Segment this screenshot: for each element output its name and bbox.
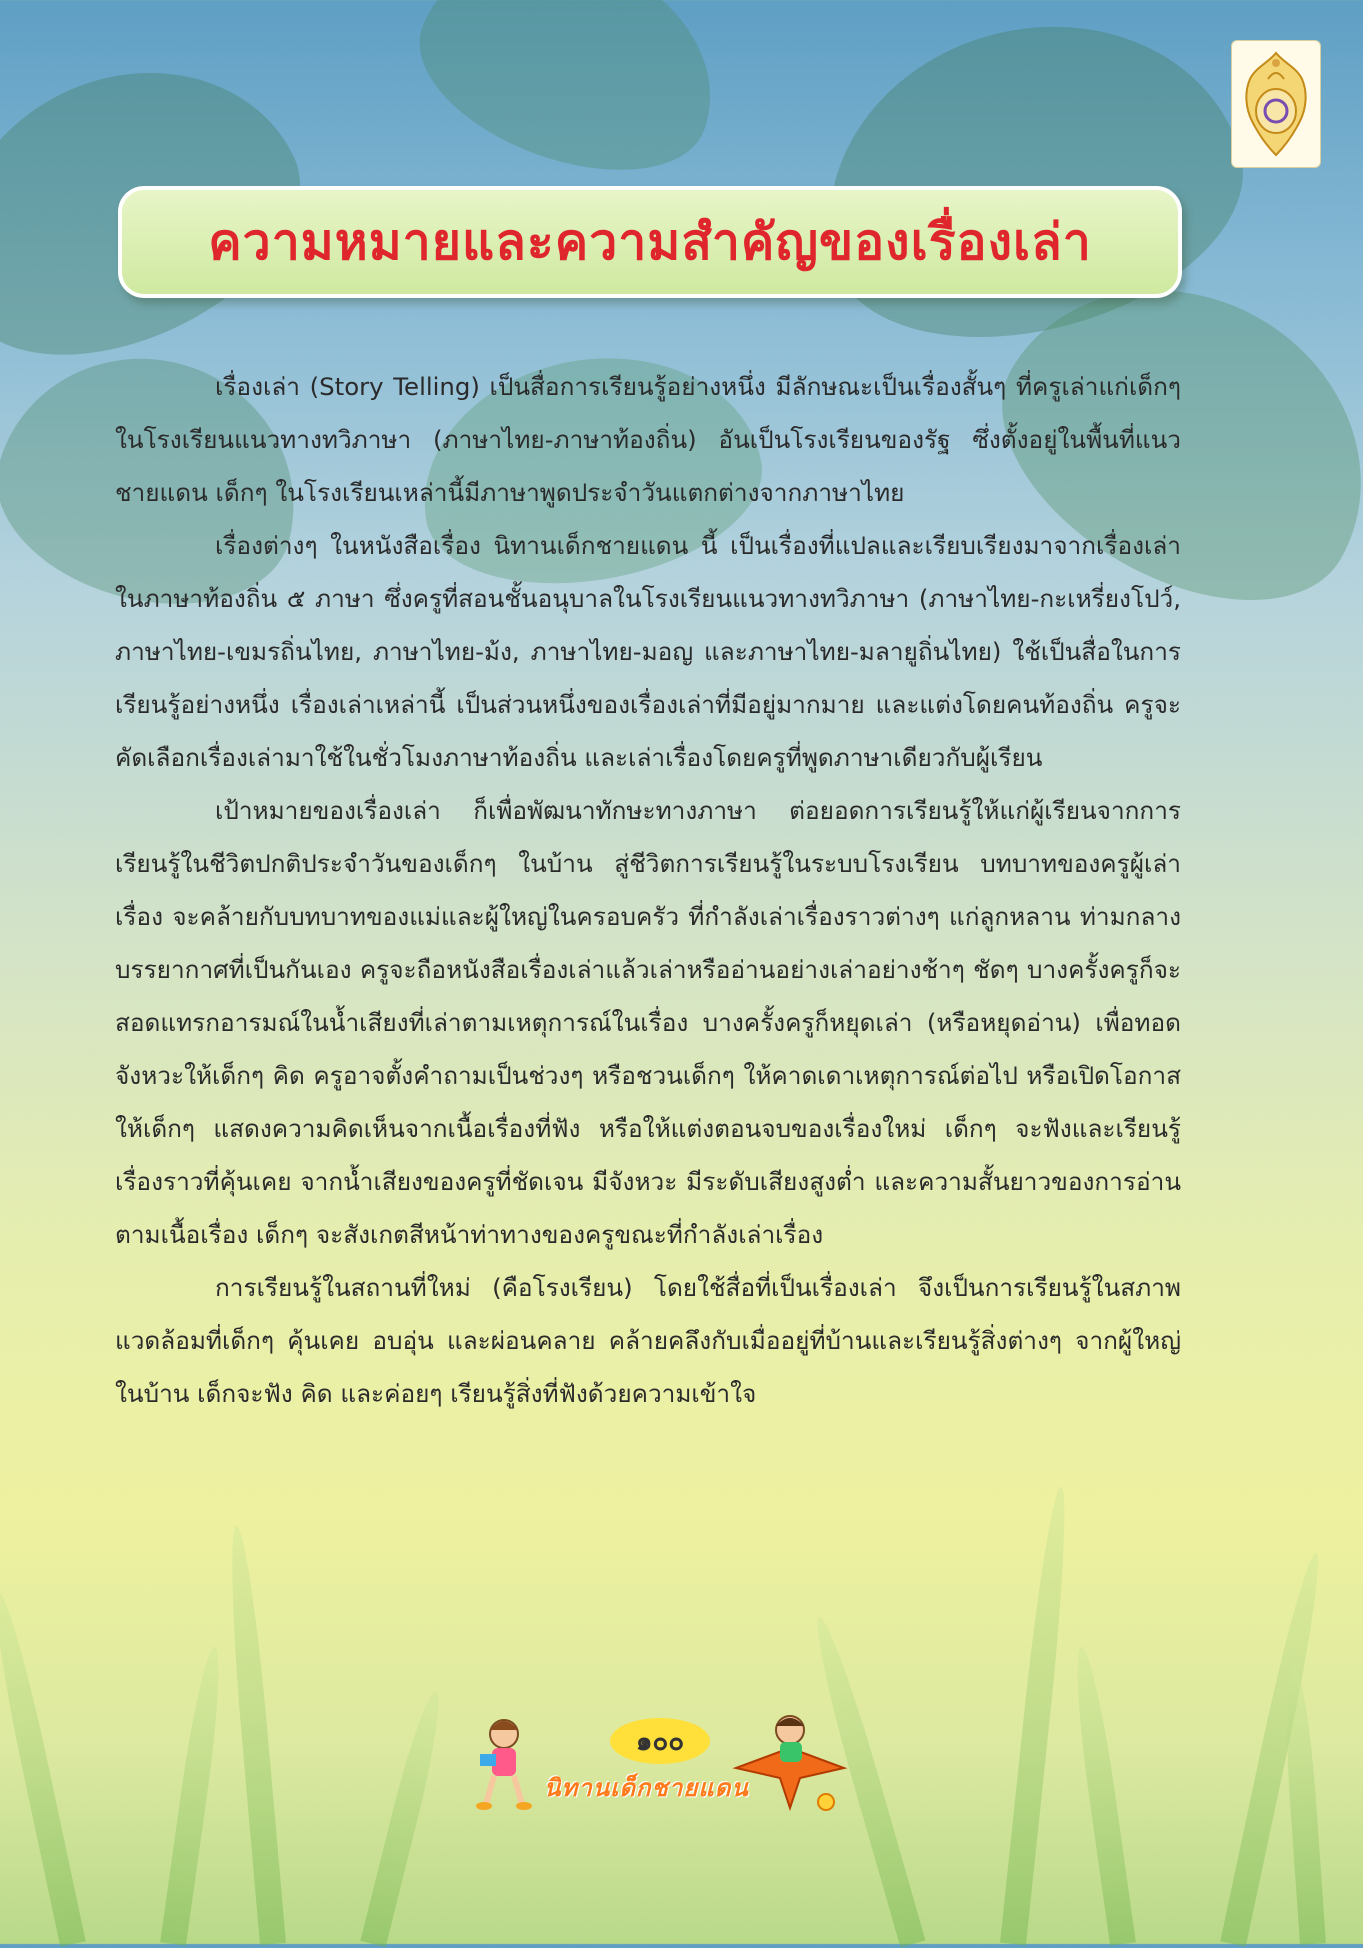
emblem-logo bbox=[1231, 40, 1321, 168]
page-number: ๑๐๐ bbox=[610, 1718, 710, 1764]
emblem-icon bbox=[1238, 49, 1314, 159]
paragraph: การเรียนรู้ในสถานที่ใหม่ (คือโรงเรียน) โดยใช้สื่อที่เป็นเรื่องเล่า จึงเป็นการเรียนรู้ในสภาพแวดล้อมที่เด็กๆ คุ้นเคย อบอุ่น และผ่อนคลาย คล้ายคลึงกับเมื่ออยู่ที่บ้านและเรียนรู้สิ่งต่างๆ จากผู้ใหญ่ในบ้าน เด็กจะฟัง คิด และค่อยๆ เรียนรู้สิ่งที่ฟังด้วยความเข้าใจ bbox=[115, 1273, 1181, 1408]
child-reading-illustration bbox=[470, 1712, 540, 1812]
body-text bbox=[115, 360, 1181, 1420]
page-footer bbox=[470, 1708, 850, 1818]
paragraph: เป้าหมายของเรื่องเล่า ก็เพื่อพัฒนาทักษะทางภาษา ต่อยอดการเรียนรู้ให้แก่ผู้เรียนจากการเรียนรู้ในชีวิตปกติประจำวันของเด็กๆ ในบ้าน สู่ชีวิตการเรียนรู้ในระบบโรงเรียน บทบาทของครูผู้เล่าเรื่อง จะคล้ายกับบทบาทของแม่และผู้ใหญ่ในครอบครัว ที่กำลังเล่าเรื่องราวต่างๆ แก่ลูกหลาน ท่ามกลางบรรยากาศที่เป็นกันเอง ครูจะถือหนังสือเรื่องเล่าแล้วเล่าหรืออ่านอย่างเล่าอย่างช้าๆ ชัดๆ บางครั้งครูก็จะสอดแทรกอารมณ์ในน้ำเสียงที่เล่าตามเหตุการณ์ในเรื่อง บางครั้งครูก็หยุดเล่า (หรือหยุดอ่าน) เพื่อทอดจังหวะให้เด็กๆ คิด ครูอาจตั้งคำถามเป็นช่วงๆ หรือชวนเด็กๆ ให้คาดเดาเหตุการณ์ต่อไป หรือเปิดโอกาสให้เด็กๆ แสดงความคิดเห็นจากเนื้อเรื่องที่ฟัง หรือให้แต่งตอนจบของเรื่องใหม่ เด็กๆ จะฟังและเรียนรู้เรื่องราวที่คุ้นเคย จากน้ำเสียงของครูที่ชัดเจน มีจังหวะ มีระดับเสียงสูงต่ำ และความสั้นยาวของการอ่านตามเนื้อเรื่อง เด็กๆ จะสังเกตสีหน้าท่าทางของครูขณะที่กำลังเล่าเรื่อง bbox=[115, 796, 1181, 1249]
series-name: นิทานเด็กชายแดน bbox=[544, 1774, 749, 1802]
paragraph: เรื่องต่างๆ ในหนังสือเรื่อง นิทานเด็กชายแดน นี้ เป็นเรื่องที่แปลและเรียบเรียงมาจากเรื่องเล่าในภาษาท้องถิ่น ๕ ภาษา ซึ่งครูที่สอนชั้นอนุบาลในโรงเรียนแนวทางทวิภาษา (ภาษาไทย-กะเหรี่ยงโปว์, ภาษาไทย-เขมรถิ่นไทย, ภาษาไทย-ม้ง, ภาษาไทย-มอญ และภาษาไทย-มลายูถิ่นไทย) ใช้เป็นสื่อในการเรียนรู้อย่างหนึ่ง เรื่องเล่าเหล่านี้ เป็นส่วนหนึ่งของเรื่องเล่าที่มีอยู่มากมาย และแต่งโดยคนท้องถิ่น ครูจะคัดเลือกเรื่องเล่ามาใช้ในชั่วโมงภาษาท้องถิ่น และเล่าเรื่องโดยครูที่พูดภาษาเดียวกับผู้เรียน bbox=[115, 531, 1181, 772]
title-banner bbox=[118, 186, 1182, 298]
child-on-bird-illustration bbox=[730, 1708, 850, 1818]
page-title: ความหมายและความสำคัญของเรื่องเล่า bbox=[208, 212, 1092, 271]
paragraph: เรื่องเล่า (Story Telling) เป็นสื่อการเรียนรู้อย่างหนึ่ง มีลักษณะเป็นเรื่องสั้นๆ ที่ครูเล่าแก่เด็กๆ ในโรงเรียนแนวทางทวิภาษา (ภาษาไทย-ภาษาท้องถิ่น) อันเป็นโรงเรียนของรัฐ ซึ่งตั้งอยู่ในพื้นที่แนวชายแดน เด็กๆ ในโรงเรียนเหล่านี้มีภาษาพูดประจำวันแตกต่างจากภาษาไทย bbox=[115, 372, 1181, 507]
